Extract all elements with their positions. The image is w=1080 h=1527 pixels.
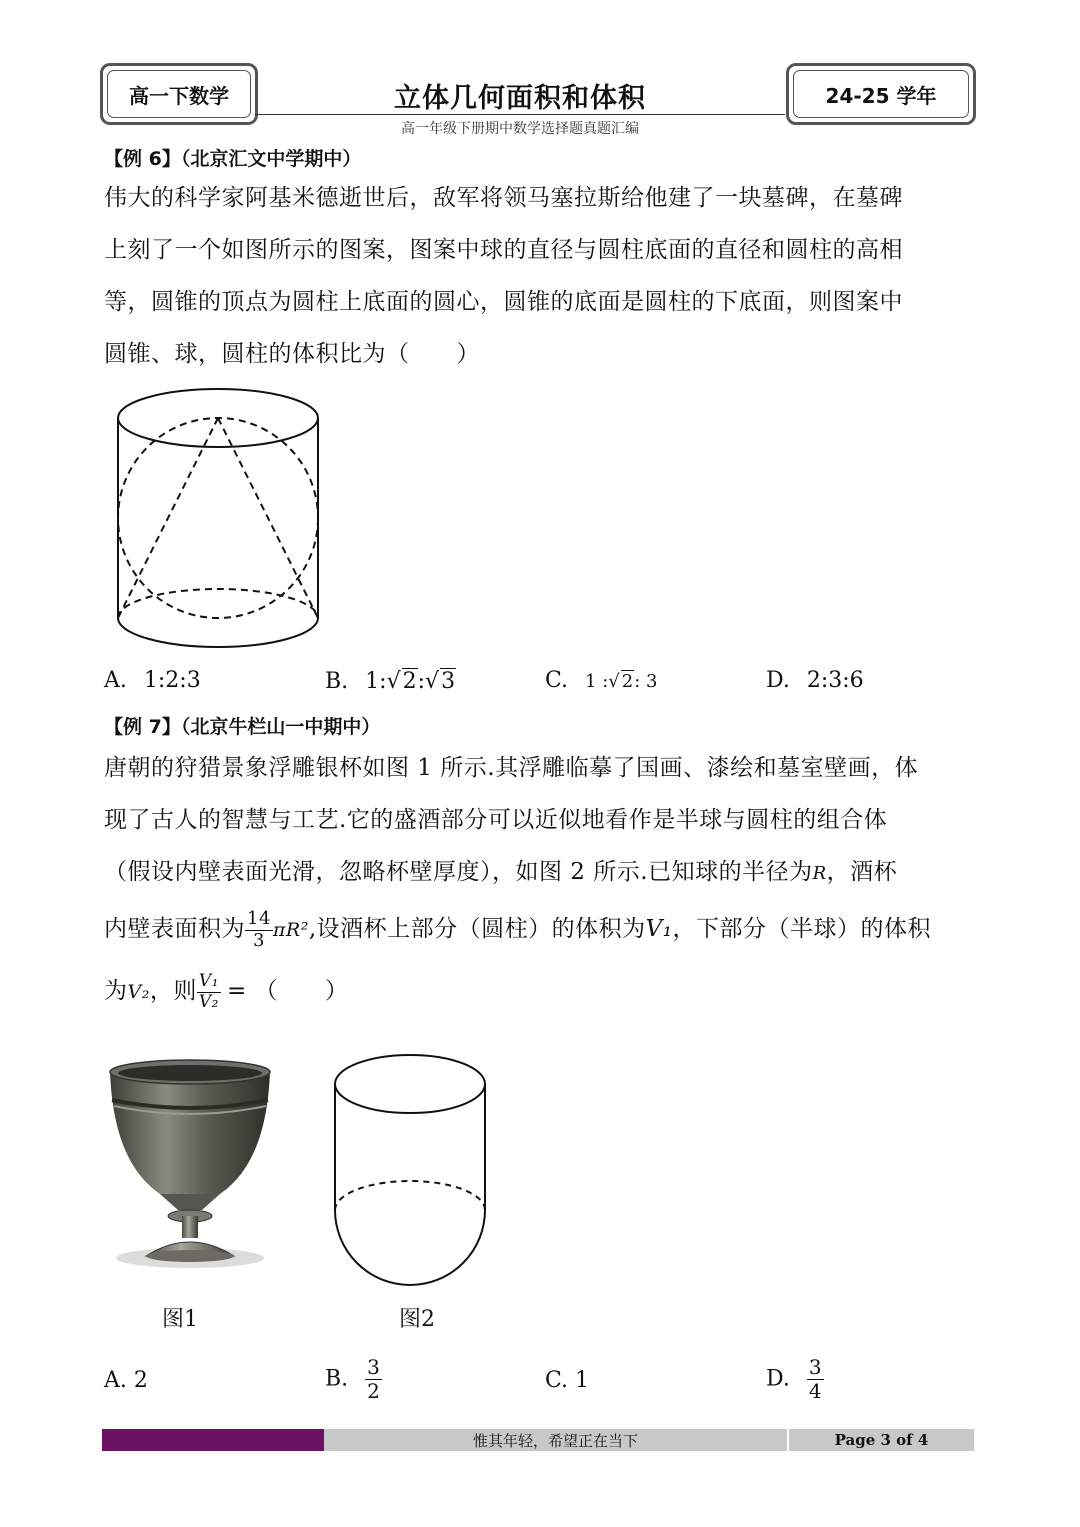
q6-option-b-letter: B. bbox=[325, 669, 349, 694]
q6-option-b-root2: 3 bbox=[441, 669, 456, 694]
footer-motto: 惟其年轻，希望正在当下 bbox=[472, 1432, 638, 1450]
q7-line-5-text-c: = （ ） bbox=[226, 978, 349, 1004]
q7-option-c[interactable]: C. 1 bbox=[545, 1368, 590, 1393]
q6-option-b-pre: 1: bbox=[365, 669, 387, 694]
q6-option-b[interactable]: B. 1:√2:√3 bbox=[325, 669, 456, 694]
q7-var-r: R bbox=[812, 863, 827, 884]
q7-option-a[interactable]: A. 2 bbox=[104, 1368, 148, 1393]
q6-option-b-mid: : bbox=[417, 669, 426, 694]
q6-option-c-pre: 1 : bbox=[585, 671, 609, 692]
header-year-box bbox=[786, 63, 976, 125]
q6-line: 伟大的科学家阿基米德逝世后，敌军将领马塞拉斯给他建了一块墓碑，在墓碑 bbox=[104, 185, 903, 211]
q6-option-d-value: 2:3:6 bbox=[806, 668, 864, 693]
q7-tag: 【例 7】（北京牛栏山一中期中） bbox=[104, 716, 381, 738]
q7-option-d[interactable] bbox=[766, 1356, 824, 1403]
q7-figure-2-cylinder-hemisphere bbox=[330, 1050, 490, 1290]
q6-option-b-root1: 2 bbox=[402, 669, 417, 694]
q6-option-a-letter: A. bbox=[104, 668, 127, 693]
q7-line-4-text-a: 内壁表面积为 bbox=[104, 916, 245, 942]
q7-figure-1-silver-cup bbox=[102, 1058, 282, 1274]
q7-option-b[interactable] bbox=[325, 1356, 382, 1403]
q7-figure-1-caption: 图1 bbox=[162, 1307, 198, 1332]
q6-option-c-post: : 3 bbox=[634, 671, 658, 692]
q6-option-d-letter: D. bbox=[766, 668, 790, 693]
q7-fraction-v1-v2 bbox=[197, 972, 221, 1012]
q6-option-c[interactable]: C. 1 :√ 2: 3 bbox=[545, 668, 658, 693]
q7-stem bbox=[104, 742, 984, 1022]
q7-line-3-text-b: ，酒杯 bbox=[826, 859, 898, 885]
q7-fraction-v1: V₁ bbox=[198, 970, 219, 991]
page-subtitle: 高一年级下册期中数学选择题真题汇编 bbox=[401, 121, 639, 137]
q7-option-b-fraction bbox=[365, 1356, 382, 1403]
q7-option-b-letter: B. bbox=[325, 1366, 349, 1392]
q7-line-1: 唐朝的狩猎景象浮雕银杯如图 1 所示.其浮雕临摹了国画、漆绘和墓室壁画，体 bbox=[104, 755, 919, 781]
q7-var-v1: V₁ bbox=[645, 916, 673, 942]
q7-option-d-num: 3 bbox=[808, 1355, 822, 1379]
q7-option-d-letter: D. bbox=[766, 1366, 790, 1392]
q7-line-4-text-c: ，下部分（半球）的体积 bbox=[672, 916, 931, 942]
q7-figure-2-caption: 图2 bbox=[399, 1307, 435, 1332]
q6-line: 等，圆锥的顶点为圆柱上底面的圆心，圆锥的底面是圆柱的下底面，则图案中 bbox=[104, 289, 903, 315]
q6-stem bbox=[104, 172, 984, 380]
q7-line-4 bbox=[104, 898, 984, 960]
q6-figure-cylinder-sphere-cone bbox=[112, 384, 324, 652]
q6-option-a[interactable] bbox=[104, 668, 201, 693]
footer-page-number: Page 3 of 4 bbox=[834, 1431, 929, 1449]
q7-expr-pi-r2: πR² bbox=[272, 919, 309, 941]
q7-var-v2: V₂ bbox=[127, 981, 150, 1003]
header-subject-box bbox=[100, 63, 258, 125]
q7-line-2: 现了古人的智慧与工艺.它的盛酒部分可以近似地看作是半球与圆柱的组合体 bbox=[104, 807, 888, 833]
q7-line-5 bbox=[104, 960, 984, 1022]
q7-fraction-v2: V₂ bbox=[198, 991, 219, 1012]
q7-line-4-text-b: ,设酒杯上部分（圆柱）的体积为 bbox=[308, 916, 646, 942]
q6-tag: 【例 6】（北京汇文中学期中） bbox=[104, 148, 362, 170]
header-rule bbox=[255, 114, 785, 115]
q7-line-3 bbox=[104, 846, 984, 898]
q7-line-5-text-b: ，则 bbox=[149, 978, 197, 1004]
q6-option-c-root: 2 bbox=[621, 671, 634, 692]
q7-line-3-text-a: （假设内壁表面光滑，忽略杯壁厚度），如图 2 所示.已知球的半径为 bbox=[104, 859, 813, 885]
q7-option-d-den: 4 bbox=[808, 1379, 822, 1403]
q7-option-b-den: 2 bbox=[367, 1379, 380, 1403]
q7-fraction-14-3 bbox=[245, 909, 273, 951]
q7-line-5-text-a: 为 bbox=[104, 978, 128, 1004]
q6-line: 圆锥、球，圆柱的体积比为（ ） bbox=[104, 341, 480, 367]
q6-option-a-value: 1:2:3 bbox=[143, 668, 201, 693]
q6-line: 上刻了一个如图所示的图案，图案中球的直径与圆柱底面的直径和圆柱的高相 bbox=[104, 237, 903, 263]
q7-option-b-num: 3 bbox=[367, 1355, 380, 1379]
page-title: 立体几何面积和体积 bbox=[394, 83, 646, 114]
q6-option-c-letter: C. bbox=[545, 668, 569, 693]
header-year-label: 24-25 学年 bbox=[793, 70, 969, 118]
footer-accent-bar bbox=[102, 1429, 324, 1451]
q7-option-d-fraction bbox=[807, 1356, 824, 1403]
q6-option-d[interactable] bbox=[766, 668, 864, 693]
header-subject-label: 高一下数学 bbox=[107, 70, 251, 118]
q7-fraction-den: 3 bbox=[252, 929, 265, 951]
q7-fraction-num: 14 bbox=[247, 907, 271, 929]
